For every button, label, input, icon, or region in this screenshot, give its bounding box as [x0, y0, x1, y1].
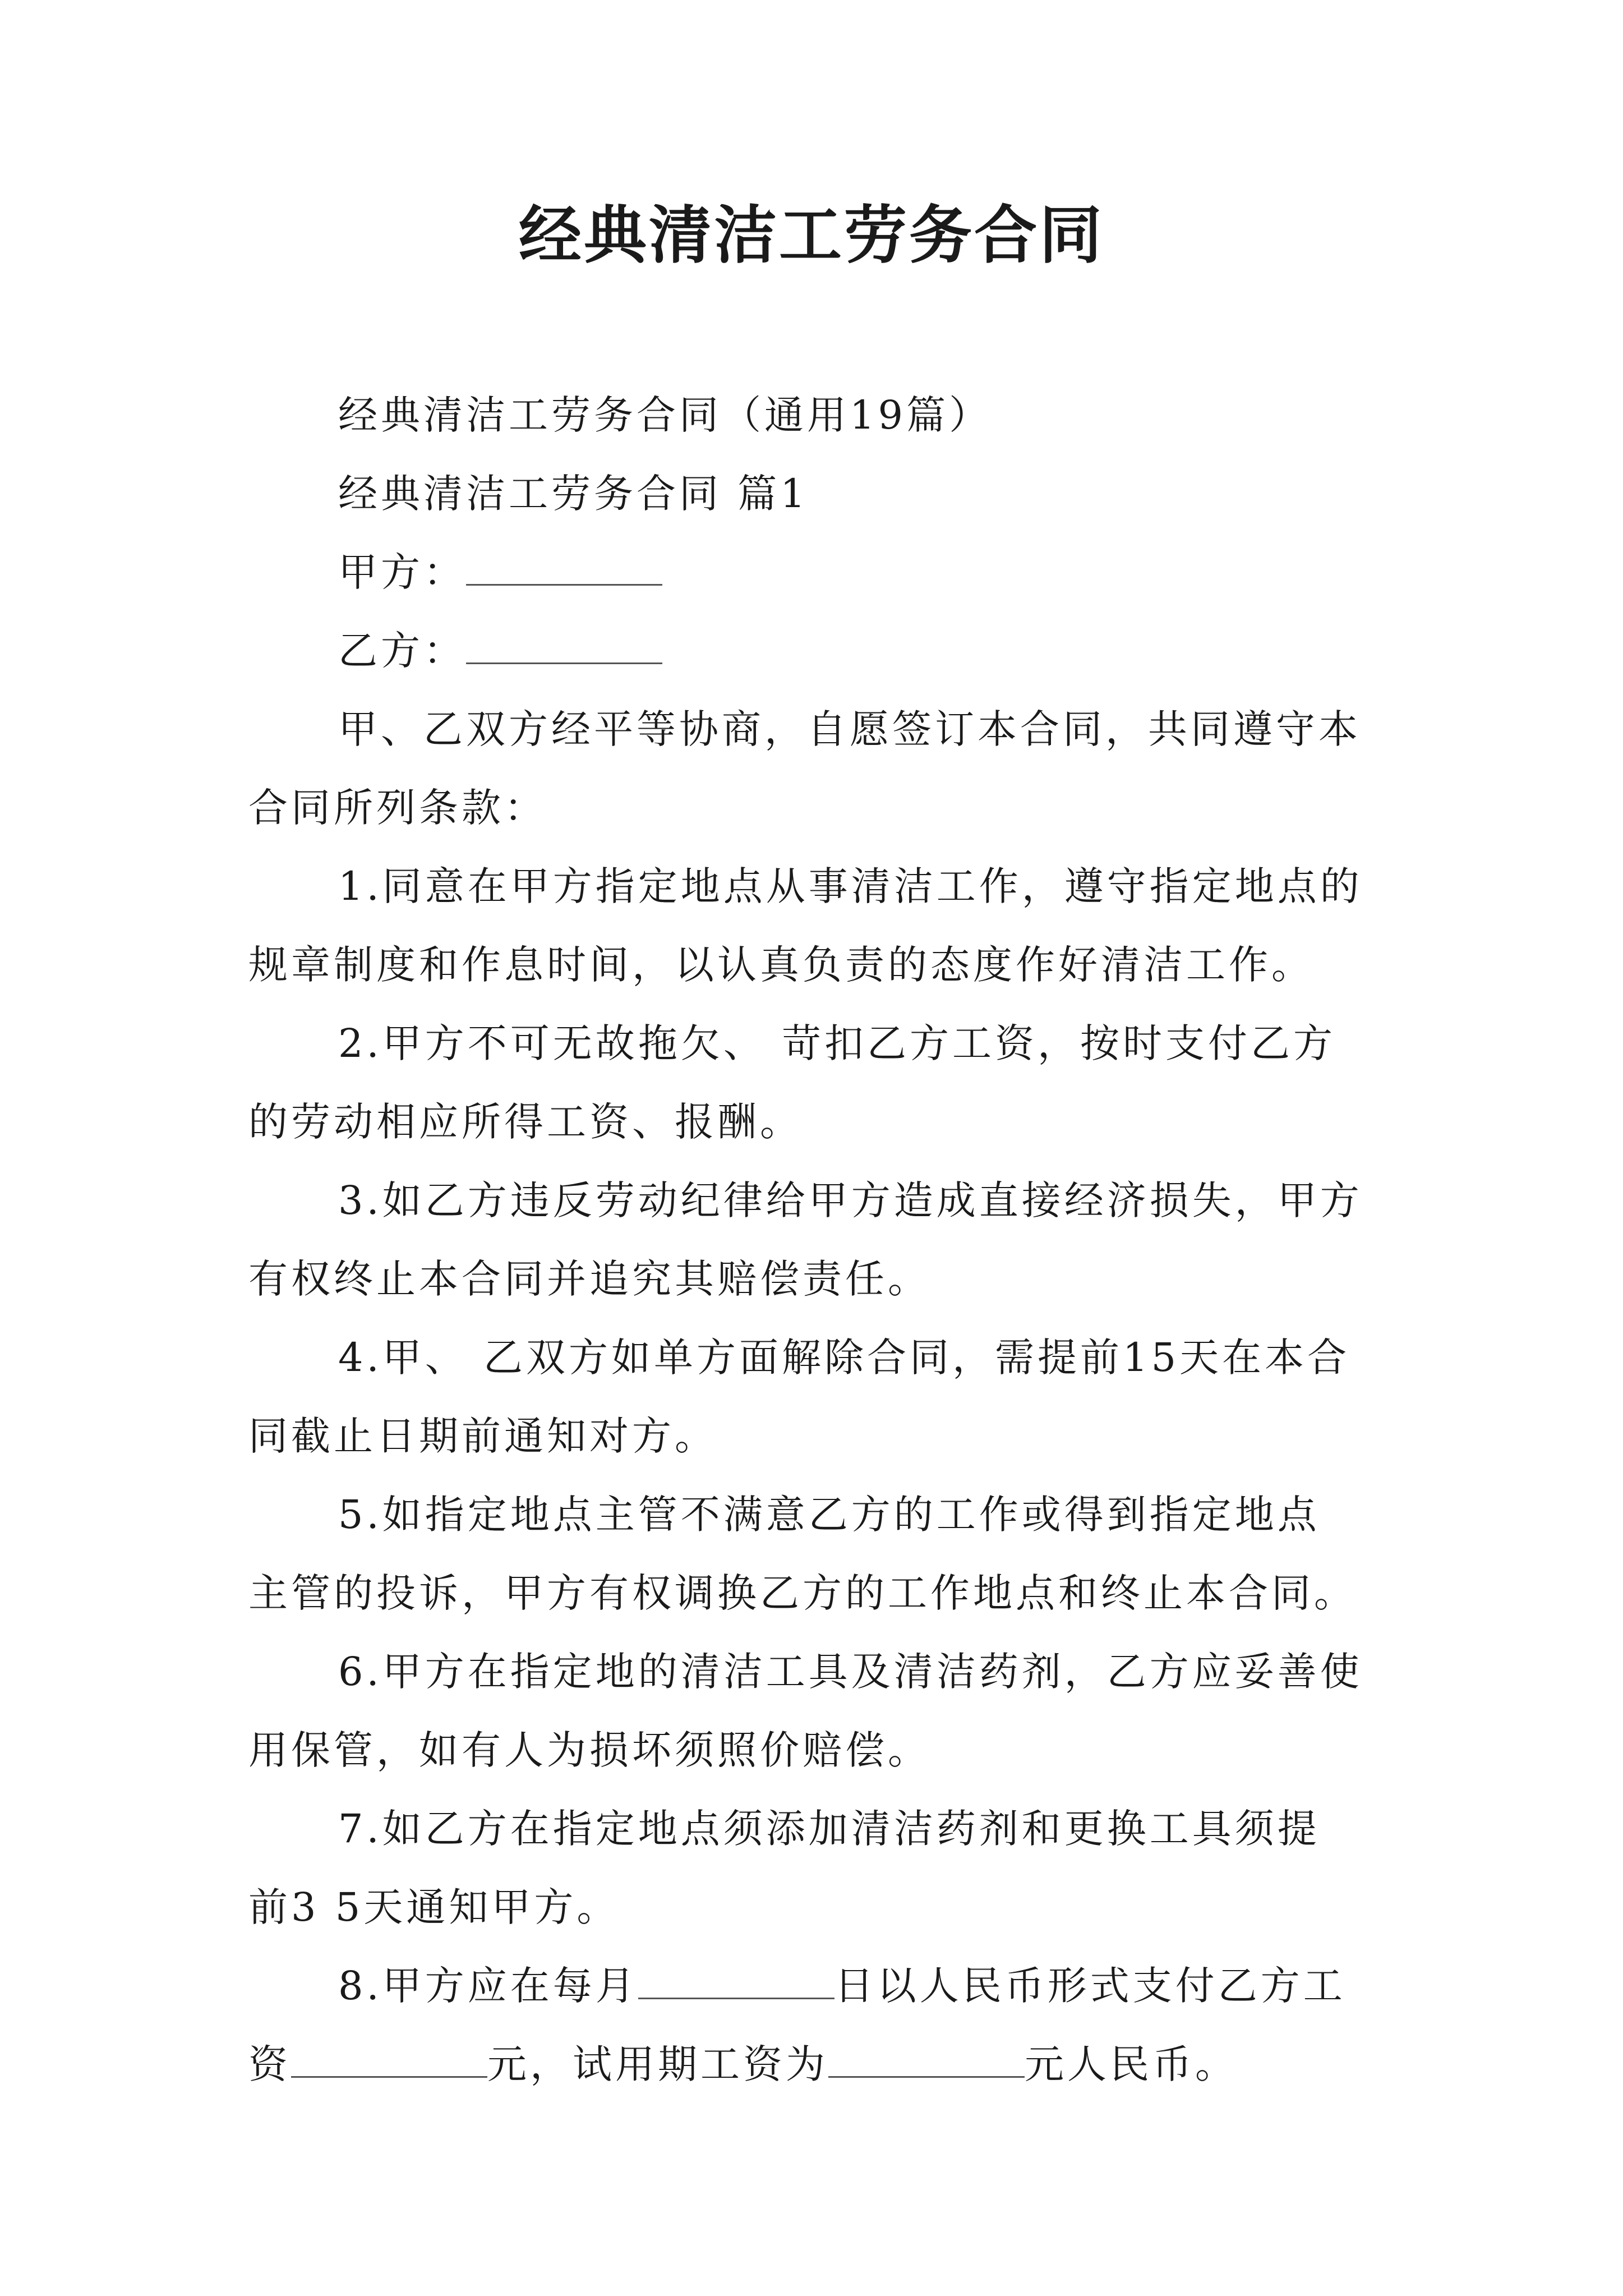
- clause-4-line-2: 同截止日期前通知对方。: [248, 1413, 717, 1459]
- clause-5-line-1: 5.如指定地点主管不满意乙方的工作或得到指定地点: [338, 1492, 1320, 1538]
- subtitle: 经典清洁工劳务合同（通用19篇）: [338, 392, 992, 438]
- clause-5-line-2: 主管的投诉，甲方有权调换乙方的工作地点和终止本合同。: [248, 1570, 1357, 1616]
- clause-8-text-e: 元人民币。: [1025, 2041, 1238, 2087]
- clause-6-line-2: 用保管，如有人为损坏须照价赔偿。: [248, 1727, 930, 1773]
- clause-8-text-a: 8.甲方应在每月: [338, 1963, 638, 2009]
- page-title: 经典清洁工劳务合同: [519, 199, 1104, 272]
- clause-7-line-1: 7.如乙方在指定地点须添加清洁药剂和更换工具须提: [338, 1806, 1320, 1852]
- intro-line-2: 合同所列条款：: [248, 785, 547, 831]
- clause-2-line-1: 2.甲方不可无故拖欠、 苛扣乙方工资，按时支付乙方: [338, 1020, 1336, 1066]
- probation-salary-blank: [828, 2042, 1025, 2078]
- intro-line-1: 甲、乙双方经平等协商，自愿签订本合同，共同遵守本: [338, 706, 1361, 752]
- salary-blank: [291, 2042, 487, 2078]
- clause-6-line-1: 6.甲方在指定地的清洁工具及清洁药剂，乙方应妥善使: [338, 1649, 1363, 1695]
- party-a-line: [248, 533, 1393, 611]
- pay-day-blank: [638, 1964, 834, 1999]
- party-b-blank: [466, 629, 662, 664]
- clause-1-line-2: 规章制度和作息时间，以认真负责的态度作好清洁工作。: [248, 942, 1314, 988]
- party-b-label: 乙方：: [338, 628, 466, 674]
- party-a-blank: [466, 550, 662, 586]
- clause-8-text-c: 资: [248, 2041, 291, 2087]
- clause-1-line-1: 1.同意在甲方指定地点从事清洁工作，遵守指定地点的: [338, 863, 1363, 909]
- clause-7-line-2: 前3 5天通知甲方。: [248, 1884, 620, 1930]
- clause-8-text-d: 元，试用期工资为: [487, 2041, 828, 2087]
- clause-2-line-2: 的劳动相应所得工资、报酬。: [248, 1099, 803, 1145]
- clause-3-line-2: 有权终止本合同并追究其赔偿责任。: [248, 1256, 930, 1302]
- document-body: [248, 376, 1393, 2104]
- section-heading: 经典清洁工劳务合同 篇1: [338, 471, 809, 517]
- party-b-line: [248, 611, 1393, 690]
- clause-3-line-1: 3.如乙方违反劳动纪律给甲方造成直接经济损失，甲方: [338, 1177, 1363, 1223]
- clause-4-line-1: 4.甲、 乙双方如单方面解除合同，需提前15天在本合: [338, 1335, 1350, 1381]
- clause-8-line-2: [248, 2025, 1393, 2104]
- party-a-label: 甲方：: [338, 549, 466, 595]
- clause-8-line-1: [248, 1947, 1393, 2025]
- clause-8-text-b: 日以人民币形式支付乙方工: [834, 1963, 1346, 2009]
